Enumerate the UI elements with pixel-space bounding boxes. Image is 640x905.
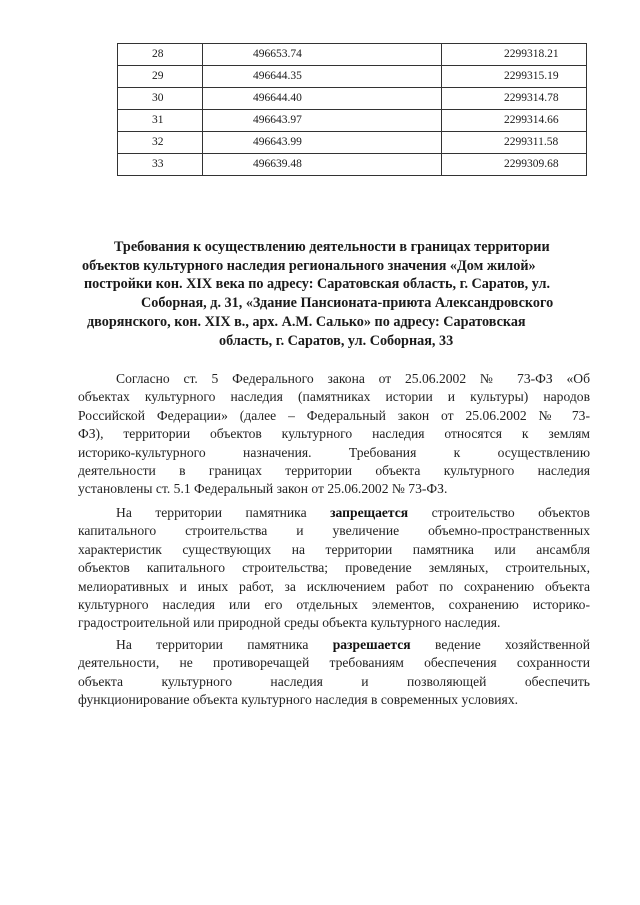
point-number: 30 <box>118 88 203 110</box>
paragraph-prohibited <box>78 504 590 633</box>
heading-line: объектов культурного наследия регионального значения «Дом жилой» <box>82 257 536 274</box>
text-segment: На территории памятника <box>116 505 307 520</box>
paragraph-line: установлены ст. 5.1 Федеральный закон от 25.06.2002 № 73-ФЗ. <box>78 481 448 497</box>
table-row <box>118 132 587 154</box>
paragraph-line: ФЗ), территории объектов культурного наследия относятся к землям <box>78 426 590 442</box>
coord-y: 2299314.78 <box>442 88 587 110</box>
paragraph-line: культурного наследия или его отдельных элементов, сохранению историко- <box>78 597 590 613</box>
paragraph-line: объектах культурного наследия (памятниках истории и культуры) народов <box>78 389 590 405</box>
point-number: 33 <box>118 154 203 176</box>
table-row <box>118 66 587 88</box>
paragraph-line <box>78 636 590 654</box>
table-row <box>118 154 587 176</box>
table-row <box>118 44 587 66</box>
paragraph-line: градостроительной или природной среды объекта культурного наследия. <box>78 615 501 631</box>
coord-x: 496644.35 <box>203 66 442 88</box>
coordinates-table <box>117 43 587 176</box>
point-number: 29 <box>118 66 203 88</box>
paragraph-line: объекта культурного наследия и позволяющей обеспечить <box>78 673 590 689</box>
coord-x: 496653.74 <box>203 44 442 66</box>
paragraph-line <box>78 504 590 522</box>
paragraph-legal-basis <box>78 370 590 499</box>
heading-line: Соборная, д. 31, «Здание Пансионата-приюта Александровского <box>141 295 554 312</box>
section-heading <box>70 238 590 350</box>
heading-line: область, г. Саратов, ул. Соборная, 33 <box>219 332 454 349</box>
coord-y: 2299314.66 <box>442 110 587 132</box>
point-number: 32 <box>118 132 203 154</box>
coord-y: 2299318.21 <box>442 44 587 66</box>
paragraph-line: историко-культурного назначения. Требования к осуществлению <box>78 444 590 460</box>
table-row <box>118 88 587 110</box>
coord-x: 496639.48 <box>203 154 442 176</box>
coord-y: 2299315.19 <box>442 66 587 88</box>
coord-y: 2299311.58 <box>442 132 587 154</box>
paragraph-line: мелиоративных и иных работ, за исключением работ по сохранению объекта <box>78 578 590 594</box>
text-segment: строительство объектов <box>431 505 590 520</box>
coord-x: 496643.99 <box>203 132 442 154</box>
keyword-permitted: разрешается <box>332 637 411 652</box>
heading-line: дворянского, кон. XIX в., арх. А.М. Салько» по адресу: Саратовская <box>87 313 526 330</box>
table-row <box>118 110 587 132</box>
point-number: 28 <box>118 44 203 66</box>
paragraph-line: деятельности в границах территории объекта культурного наследия <box>78 463 590 479</box>
coord-x: 496644.40 <box>203 88 442 110</box>
paragraph-line: Российской Федерации» (далее – Федеральный закон от 25.06.2002 № 73- <box>78 407 590 423</box>
paragraph-line: капитального строительства и увеличение объемно-пространственных <box>78 523 590 539</box>
paragraph-line: функционирование объекта культурного наследия в современных условиях. <box>78 692 519 708</box>
coord-y: 2299309.68 <box>442 154 587 176</box>
paragraph-line: Согласно ст. 5 Федерального закона от 25.06.2002 № 73-ФЗ «Об <box>116 371 590 386</box>
heading-line: Требования к осуществлению деятельности в границах территории <box>114 239 550 255</box>
paragraph-line: характеристик существующих на территории памятника или ансамбля <box>78 541 590 557</box>
text-segment: На территории памятника <box>116 637 309 652</box>
point-number: 31 <box>118 110 203 132</box>
paragraph-line: объектов капитального строительства; проведение земляных, строительных, <box>78 560 590 576</box>
heading-line: постройки кон. XIX века по адресу: Саратовская область, г. Саратов, ул. <box>84 276 551 293</box>
keyword-prohibited: запрещается <box>330 505 409 520</box>
text-segment: ведение хозяйственной <box>435 637 590 652</box>
paragraph-permitted <box>78 636 590 710</box>
coord-x: 496643.97 <box>203 110 442 132</box>
paragraph-line: деятельности, не противоречащей требованиям обеспечения сохранности <box>78 655 590 671</box>
